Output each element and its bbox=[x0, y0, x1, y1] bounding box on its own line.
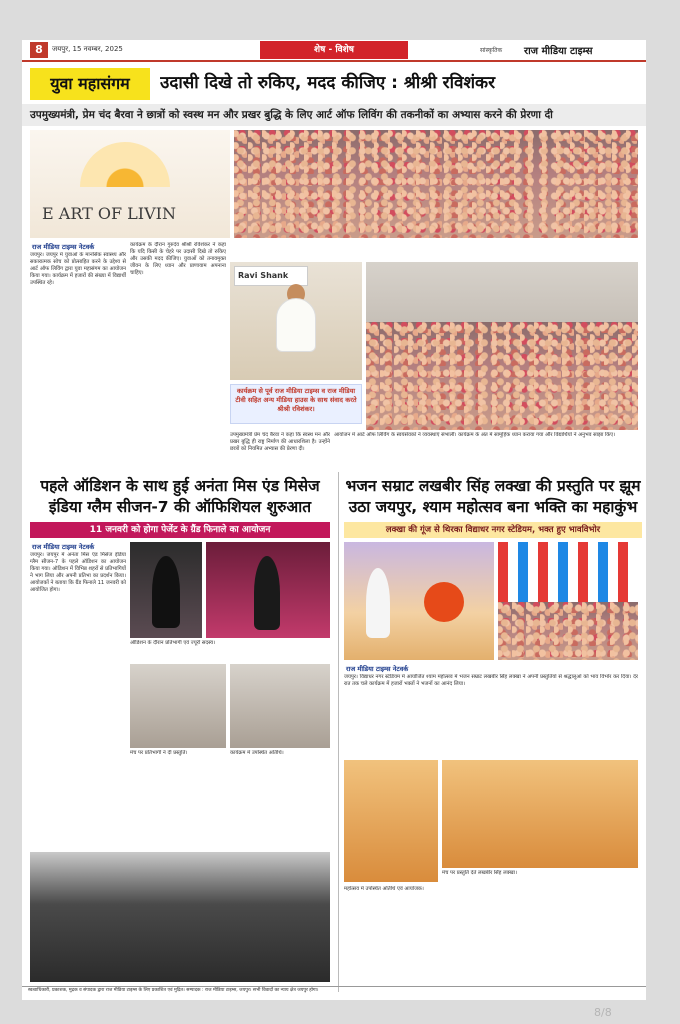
art-of-living-stage-photo bbox=[30, 130, 230, 238]
name-board: Ravi Shank bbox=[234, 266, 308, 286]
bhajan-stage-photo bbox=[344, 542, 494, 660]
section-title: शेष - विशेष bbox=[260, 41, 408, 59]
speaker-figure bbox=[276, 298, 316, 352]
ravishankar-photo bbox=[230, 262, 362, 380]
page-indicator: 8/8 bbox=[594, 1006, 612, 1019]
story1-headline: उदासी दिखे तो रुकिए, मदद कीजिए : श्रीश्री रविशंकर bbox=[160, 73, 496, 93]
page-number: 8 bbox=[30, 42, 48, 58]
story1-column-3: उपमुख्यमंत्री प्रेम चंद बैरवा ने कहा कि स्वस्थ मन और प्रखर बुद्धि ही राष्ट्र निर्माण की आधारशिला है। उन्होंने छात्रों को नियमित अभ्यास की प्रेरणा दी। bbox=[230, 432, 330, 452]
story3-caption-1: मंच पर प्रस्तुति देते लखबीर सिंह लक्खा। bbox=[442, 870, 517, 876]
story2-caption-1: ऑडिशन के दौरान प्रतिभागी एवं ज्यूरी सदस्य। bbox=[130, 640, 216, 646]
ravishankar-caption: कार्यक्रम से पूर्व राज मीडिया टाइम्स व राज मीडिया टीवी सहित अन्य मीडिया हाउस के साथ संवाद करते श्रीश्री रविशंकर। bbox=[230, 384, 362, 424]
contestant-photo-2 bbox=[206, 542, 330, 638]
story2-caption-3: कार्यक्रम में उपस्थित अतिथि। bbox=[230, 750, 284, 756]
crowd-photo bbox=[234, 130, 638, 238]
column-divider bbox=[338, 472, 339, 992]
story2-headline: पहले ऑडिशन के साथ हुई अनंता मिस एंड मिसेज इंडिया ग्लैम सीजन-7 की ऑफिशियल शुरुआत bbox=[40, 477, 320, 516]
story2-body: जयपुर। जयपुर में अनंता मिस एंड मिसेज इंडिया ग्लैम सीजन-7 के पहले ऑडिशन का आयोजन किया गया। ऑडिशन में विभिन्न शहरों से प्रतिभागियों ने भाग लिया और अपनी प्रतिभा का प्रदर्शन किया। आयोजकों ने बताया कि ग्रैंड फिनाले 11 जनवरी को आयोजित होगा। bbox=[30, 552, 126, 593]
story1-column-1: जयपुर। जयपुर में युवाओं के मानसिक स्वास्थ्य और सकारात्मक सोच को प्रोत्साहित करने के उद्देश्य से आर्ट ऑफ लिविंग द्वारा युवा महासंगम का आयोजन किया गया। कार्यक्रम में हजारों की संख्या में विद्यार्थी उपस्थित रहे। bbox=[30, 252, 126, 286]
jury-photo bbox=[130, 664, 226, 748]
story1-byline: राज मीडिया टाइम्स नेटवर्क bbox=[32, 243, 95, 251]
story2-byline: राज मीडिया टाइम्स नेटवर्क bbox=[32, 543, 95, 551]
paper-name: राज मीडिया टाइम्स bbox=[524, 46, 593, 57]
stadium-tent-photo bbox=[498, 542, 638, 660]
story3-band: लक्खा की गूंज से थिरका विद्याधर नगर स्टेडियम, भक्त हुए भावविभोर bbox=[344, 522, 642, 538]
story1-subhead: उपमुख्यमंत्री, प्रेम चंद बैरवा ने छात्रों को स्वस्थ मन और प्रखर बुद्धि के लिए आर्ट ऑफ लिविंग की तकनीकों का अभ्यास करने की प्रेरणा दी bbox=[22, 104, 646, 126]
masthead bbox=[22, 40, 646, 62]
story2-band: 11 जनवरी को होगा पेजेंट के ग्रैंड फिनाले का आयोजन bbox=[30, 522, 330, 538]
story1-column-4: आयोजन में आर्ट ऑफ लिविंग के स्वयंसेवकों ने व्यवस्थाएं संभालीं। कार्यक्रम के अंत में सामूहिक ध्यान कराया गया और विद्यार्थियों ने अनुभव साझा किए। bbox=[334, 432, 616, 438]
story1-kicker: युवा महासंगम bbox=[30, 68, 150, 100]
imprint-footer: स्वत्वाधिकारी, प्रकाशक, मुद्रक व संपादक द्वारा राज मीडिया टाइम्स के लिए प्रकाशित एवं मुद्रित। सम्पादक : राज मीडिया टाइम्स, जयपुर। सभी विवादों का न्याय क्षेत्र जयपुर होगा। bbox=[22, 986, 646, 1000]
contestant-photo-1 bbox=[130, 542, 202, 638]
story3-byline: राज मीडिया टाइम्स नेटवर्क bbox=[346, 665, 409, 673]
group-photo bbox=[30, 852, 330, 982]
art-of-living-banner: E ART OF LIVIN bbox=[42, 204, 176, 223]
event-venue-photo bbox=[366, 262, 638, 430]
guests-photo bbox=[230, 664, 330, 748]
story3-headline: भजन सम्राट लखबीर सिंह लक्खा की प्रस्तुति पर झूम उठा जयपुर, श्याम महोत्सव बना भक्ति का महाकुंभ bbox=[345, 477, 641, 516]
section-tag: सांस्कृतिक bbox=[480, 47, 503, 54]
audience-photo bbox=[366, 322, 638, 430]
guests-stage-photo bbox=[442, 760, 638, 868]
lakkha-photo bbox=[344, 760, 438, 882]
story2-caption-2: मंच पर प्रतिभागी ने दी प्रस्तुति। bbox=[130, 750, 188, 756]
story3-caption-2: महोत्सव में उपस्थित अतिथि एवं आयोजक। bbox=[344, 886, 424, 892]
sun-logo-icon bbox=[80, 142, 170, 187]
story1-column-2: कार्यक्रम के दौरान गुरुदेव श्रीश्री रविशंकर ने कहा कि यदि किसी के चेहरे पर उदासी दिखे तो रुकिए और उसकी मदद कीजिए। युवाओं को तनावमुक्त जीवन के लिए ध्यान और प्राणायाम अपनाना चाहिए। bbox=[130, 242, 226, 276]
newspaper-page bbox=[22, 40, 646, 1000]
issue-date: जयपुर, 15 नवम्बर, 2025 bbox=[52, 45, 123, 53]
story3-body: जयपुर। विद्याधर नगर स्टेडियम में आयोजित श्याम महोत्सव में भजन सम्राट लखबीर सिंह लक्खा ने अपनी प्रस्तुतियों से श्रद्धालुओं को भाव विभोर कर दिया। देर रात तक चले कार्यक्रम में हजारों भक्तों ने भजनों का आनंद लिया। bbox=[344, 674, 638, 687]
